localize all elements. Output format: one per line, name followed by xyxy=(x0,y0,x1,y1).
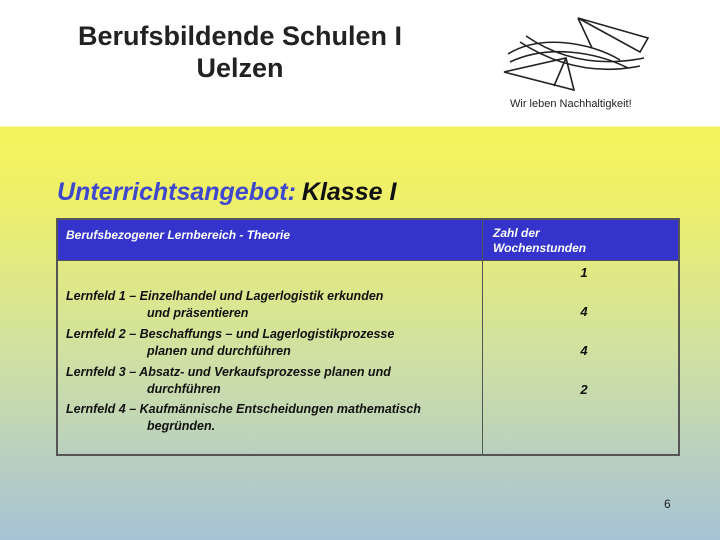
lernfeld-4 xyxy=(66,401,421,435)
lernfeld-2-continuation: planen und durchführen xyxy=(147,344,291,358)
slide-title-part2: Klasse I xyxy=(301,178,397,206)
school-logo-icon xyxy=(500,14,650,94)
hours-value: 4 xyxy=(580,343,588,358)
curriculum-table xyxy=(56,218,680,456)
column-header-weekly-hours-line1: Zahl der xyxy=(493,226,540,240)
column-header-learning-area: Berufsbezogener Lernbereich - Theorie xyxy=(66,228,291,242)
column-divider xyxy=(482,220,483,454)
page-number: 6 xyxy=(664,497,671,511)
slide-title xyxy=(57,178,396,207)
lernfeld-1-continuation: und präsentieren xyxy=(147,306,249,320)
lernfeld-3-continuation: durchführen xyxy=(147,382,221,396)
header xyxy=(0,0,720,126)
motto: Wir leben Nachhaltigkeit! xyxy=(510,98,632,110)
lernfeld-2 xyxy=(66,326,394,360)
lernfeld-1-label: Lernfeld 1 – Einzelhandel und Lagerlogistik erkunden xyxy=(66,289,384,303)
school-name xyxy=(40,20,440,84)
slide-title-part1: Unterrichtsangebot: xyxy=(57,178,296,206)
column-header-weekly-hours-line2: Wochenstunden xyxy=(493,241,587,255)
lernfeld-3 xyxy=(66,364,391,398)
lernfeld-2-label: Lernfeld 2 – Beschaffungs – und Lagerlogistikprozesse xyxy=(66,327,395,341)
hours-value: 4 xyxy=(580,304,588,319)
hours-value: 2 xyxy=(580,382,588,397)
school-name-line1: Berufsbildende Schulen I xyxy=(77,21,403,51)
table-header xyxy=(58,220,678,260)
lernfeld-3-label: Lernfeld 3 – Absatz- und Verkaufsprozesse planen und xyxy=(66,365,391,379)
lernfeld-4-continuation: begründen. xyxy=(147,419,216,433)
school-name-line2: Uelzen xyxy=(196,53,284,83)
lernfeld-1 xyxy=(66,288,383,322)
column-header-weekly-hours xyxy=(493,226,633,256)
header-divider xyxy=(58,260,678,261)
hours-value: 1 xyxy=(580,265,588,280)
lernfeld-4-label: Lernfeld 4 – Kaufmännische Entscheidungen mathematisch xyxy=(66,402,421,416)
